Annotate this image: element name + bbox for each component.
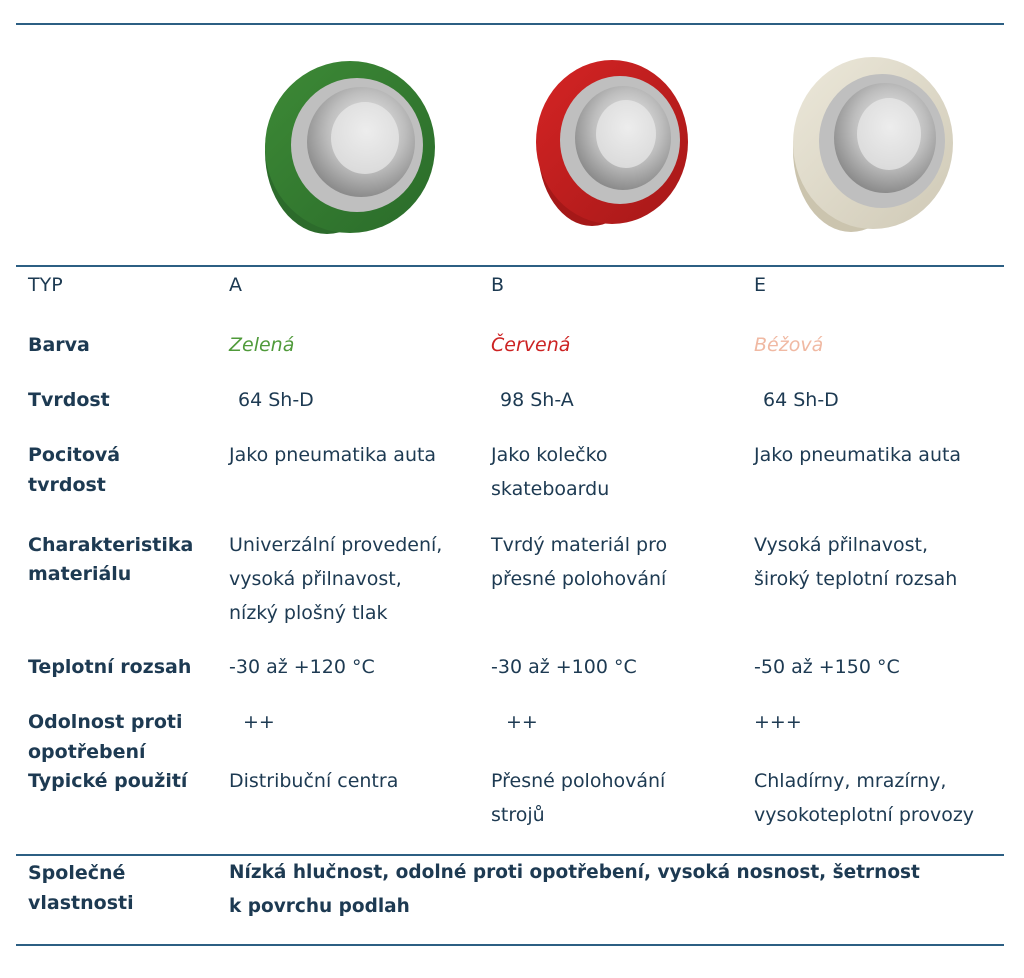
pocitova-label-1: Pocitová [28, 444, 121, 466]
charakteristika-b-1: Tvrdý materiál pro [491, 534, 668, 556]
pocitova-b-1: Jako kolečko [491, 444, 608, 466]
odolnost-b: ++ [506, 711, 538, 733]
pouziti-e-2: vysokoteplotní provozy [754, 804, 975, 826]
teplotni-label: Teplotní rozsah [28, 656, 192, 678]
tvrdost-e: 64 Sh-D [763, 389, 839, 411]
pouziti-e-1: Chladírny, mrazírny, [754, 770, 947, 792]
bottom-rule [16, 944, 1004, 946]
teplotni-b: -30 až +100 °C [491, 656, 637, 678]
beige-wheel-image [785, 48, 965, 238]
pouziti-b-2: strojů [491, 804, 545, 826]
charakteristika-e-2: široký teplotní rozsah [754, 568, 958, 590]
pouziti-label: Typické použití [28, 770, 188, 792]
barva-b: Červená [491, 334, 571, 356]
typ-label: TYP [28, 274, 63, 296]
tvrdost-b: 98 Sh-A [500, 389, 574, 411]
pocitova-label-2: tvrdost [28, 474, 106, 496]
header-rule [16, 265, 1004, 267]
pocitova-a: Jako pneumatika auta [229, 444, 437, 466]
green-wheel-image [255, 50, 445, 240]
pouziti-b-1: Přesné polohování [491, 770, 666, 792]
spolecne-value-1: Nízká hlučnost, odolné proti opotřebení, vysoká nosnost, šetrnost [229, 862, 920, 883]
pocitova-e: Jako pneumatika auta [754, 444, 962, 466]
charakteristika-e-1: Vysoká přilnavost, [754, 534, 928, 556]
spolecne-label-2: vlastnosti [28, 892, 134, 914]
charakteristika-a-2: vysoká přilnavost, [229, 568, 402, 590]
barva-label: Barva [28, 334, 90, 356]
type-a: A [229, 274, 242, 296]
teplotni-e: -50 až +150 °C [754, 656, 900, 678]
charakteristika-a-3: nízký plošný tlak [229, 602, 388, 624]
charakteristika-label-1: Charakteristika [28, 534, 194, 556]
odolnost-a: ++ [243, 711, 275, 733]
barva-a: Zelená [229, 334, 295, 356]
spolecne-label-1: Společné [28, 862, 126, 884]
spolecne-value-2: k povrchu podlah [229, 896, 410, 917]
teplotni-a: -30 až +120 °C [229, 656, 375, 678]
charakteristika-a-1: Univerzální provedení, [229, 534, 443, 556]
barva-e: Béžová [754, 334, 824, 356]
type-b: B [491, 274, 505, 296]
tvrdost-a: 64 Sh-D [238, 389, 314, 411]
pocitova-b-2: skateboardu [491, 478, 610, 500]
odolnost-label-2: opotřebení [28, 741, 146, 763]
top-rule [16, 23, 1004, 25]
red-wheel-image [530, 50, 695, 235]
type-e: E [754, 274, 767, 296]
odolnost-label-1: Odolnost proti [28, 711, 183, 733]
charakteristika-b-2: přesné polohování [491, 568, 667, 590]
charakteristika-label-2: materiálu [28, 563, 132, 585]
odolnost-e: +++ [754, 711, 802, 733]
pouziti-a: Distribuční centra [229, 770, 399, 792]
tvrdost-label: Tvrdost [28, 389, 110, 411]
